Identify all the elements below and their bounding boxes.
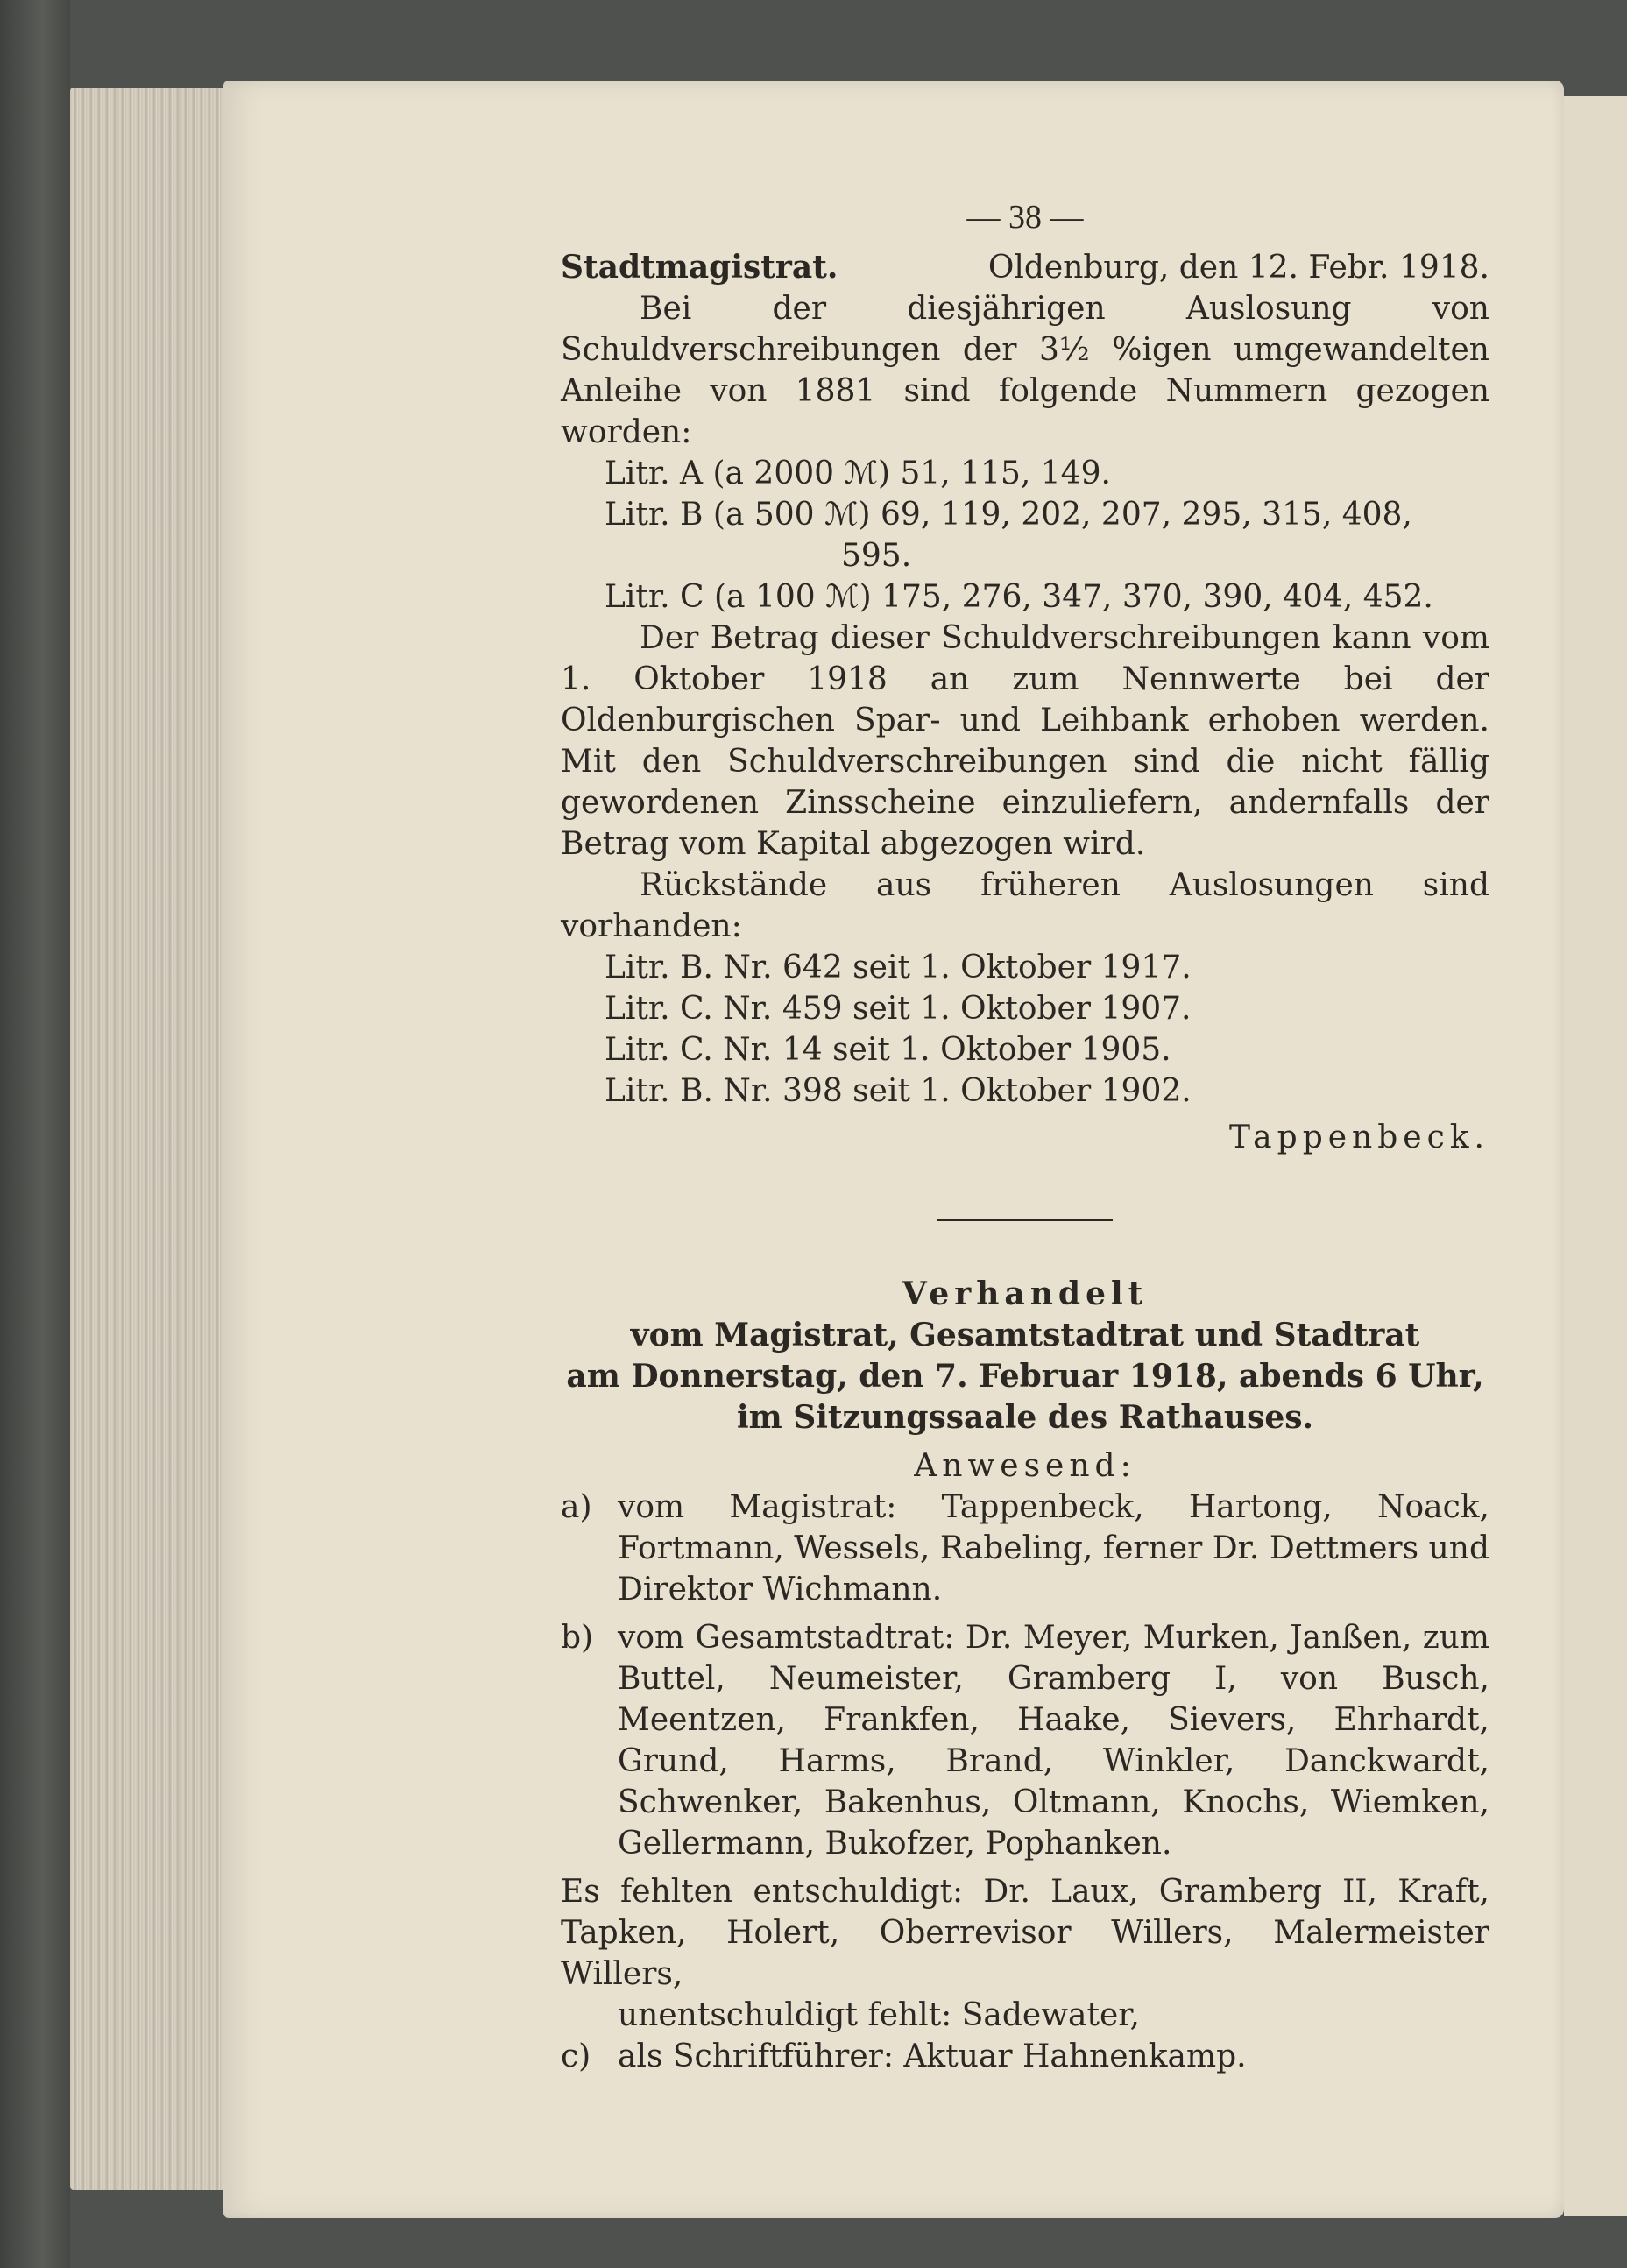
arrears-item: Litr. C. Nr. 459 seit 1. Oktober 1907. bbox=[605, 991, 1192, 1027]
item-label: a) bbox=[561, 1489, 592, 1525]
attendance-item-a bbox=[561, 1487, 1489, 1610]
notice-place-date: Oldenburg, den 12. Febr. 1918. bbox=[987, 250, 1489, 286]
arrears-item: Litr. B. Nr. 398 seit 1. Oktober 1902. bbox=[605, 1073, 1192, 1109]
attendance-item-c bbox=[561, 2036, 1489, 2077]
page-number: — 38 — bbox=[966, 199, 1084, 236]
page-content bbox=[561, 197, 1489, 2077]
minutes-line-2: am Donnerstag, den 7. Februar 1918, abends 6 Uhr, bbox=[566, 1358, 1484, 1395]
item-text: vom Magistrat: Tappenbeck, Hartong, Noack, Fortmann, Wessels, Rabeling, ferner Dr. Dettmers und Direktor Wichmann. bbox=[618, 1489, 1489, 1607]
payment-paragraph: Der Betrag dieser Schuldverschreibungen kann vom 1. Oktober 1918 an zum Nennwerte bei der Oldenburgischen Spar- und Leihbank erhoben werden. Mit den Schuldverschreibungen sind die nicht fällig gewordenen Zinsscheine einzuliefern, andernfalls der Betrag vom Kapital abgezogen wird. bbox=[561, 620, 1489, 862]
litr-a-line: Litr. A (a 2000 ℳ) 51, 115, 149. bbox=[605, 456, 1111, 491]
present-label: Anwesend: bbox=[914, 1448, 1136, 1484]
item-text: als Schriftführer: Aktuar Hahnenkamp. bbox=[618, 2038, 1247, 2074]
book-spine bbox=[0, 0, 70, 2268]
excused-absent: Es fehlten entschuldigt: Dr. Laux, Gramberg II, Kraft, Tapken, Holert, Oberrevisor Willers, Malermeister Willers, bbox=[561, 1874, 1489, 1992]
page-edges bbox=[70, 88, 237, 2190]
notice-sender: Stadtmagistrat. bbox=[561, 249, 838, 286]
litr-b-continuation: 595. bbox=[841, 538, 912, 574]
attendance-item-b bbox=[561, 1617, 1489, 1864]
minutes-line-3: im Sitzungssaale des Rathauses. bbox=[736, 1399, 1314, 1436]
arrears-item: Litr. C. Nr. 14 seit 1. Oktober 1905. bbox=[605, 1032, 1171, 1068]
minutes-line-1: vom Magistrat, Gesamtstadtrat und Stadtrat bbox=[630, 1317, 1420, 1353]
item-label: b) bbox=[561, 1620, 594, 1656]
notice-signature: Tappenbeck. bbox=[1228, 1120, 1489, 1155]
facing-page-edge bbox=[1564, 96, 1627, 2216]
litr-c-line: Litr. C (a 100 ℳ) 175, 276, 347, 370, 390, 404, 452. bbox=[605, 579, 1433, 615]
item-label: c) bbox=[561, 2038, 591, 2074]
item-text: vom Gesamtstadtrat: Dr. Meyer, Murken, Janßen, zum Buttel, Neumeister, Gramberg I, von Busch, Meentzen, Frankfen, Haake, Sievers, Ehrhardt, Grund, Harms, Brand, Winkler, Danckwardt, Schwenker, Bakenhus, Oltmann, Knochs, Wiemken, Gellermann, Bukofzer, Pophanken. bbox=[618, 1620, 1489, 1862]
litr-b-line: Litr. B (a 500 ℳ) 69, 119, 202, 207, 295, 315, 408, bbox=[605, 497, 1412, 533]
notice-header bbox=[561, 247, 1489, 288]
section-divider bbox=[937, 1219, 1113, 1221]
arrears-intro: Rückstände aus früheren Auslosungen sind vorhanden: bbox=[561, 867, 1489, 944]
arrears-item: Litr. B. Nr. 642 seit 1. Oktober 1917. bbox=[605, 950, 1192, 986]
unexcused-absent: unentschuldigt fehlt: Sadewater, bbox=[618, 1997, 1140, 2033]
notice-intro: Bei der diesjährigen Auslosung von Schuldverschreibungen der 3½ %igen umgewandelten Anleihe von 1881 sind folgende Nummern gezogen worden: bbox=[561, 291, 1489, 450]
minutes-title: Verhandelt bbox=[902, 1275, 1149, 1312]
